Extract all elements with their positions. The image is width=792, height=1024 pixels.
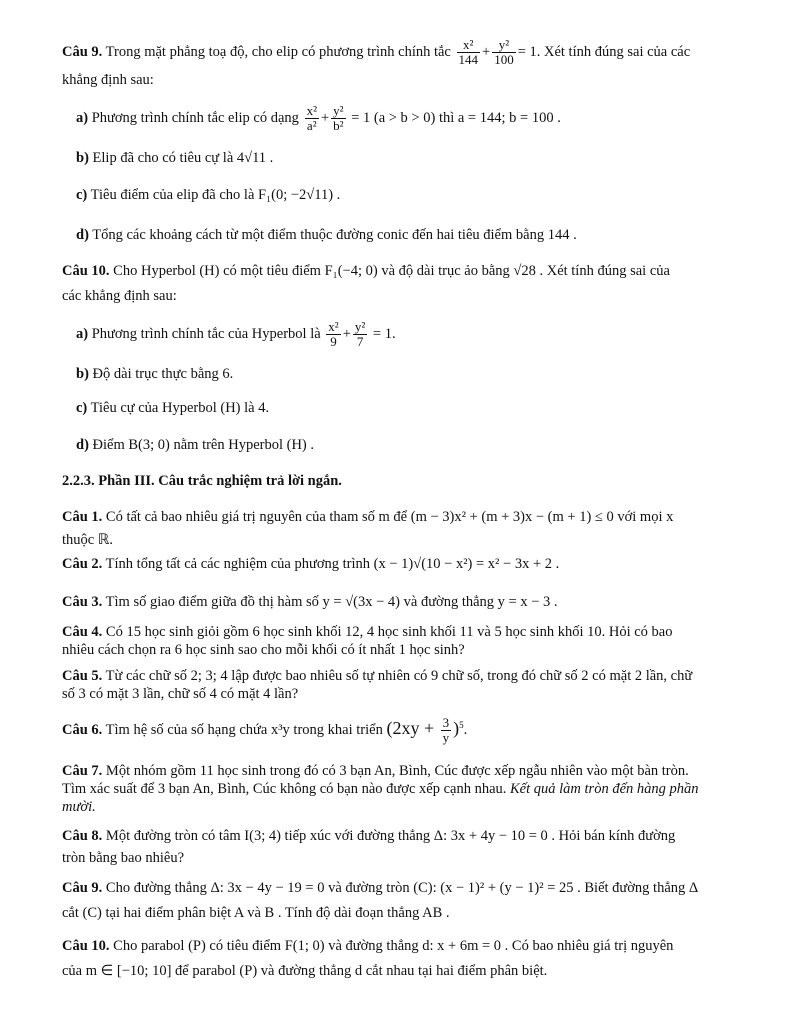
question-9-ellipse [62,38,690,67]
question-10 [62,937,673,955]
question-label: Câu 2. [62,556,103,572]
statement-text: Elip đã cho có tiêu cự là 4√11 . [88,150,274,166]
numerator: x² [328,319,339,334]
statement-c [76,399,269,417]
question-note: mười. [62,799,96,815]
question-4 [62,623,672,641]
question-note: Kết quả làm tròn đến hàng phần [510,781,699,797]
denominator: 9 [330,334,337,349]
statement-text: Tiêu điểm của elip đã cho là F₁(0; −2√11) . [87,187,341,203]
statement-text: Độ dài trục thực bằng 6. [88,366,234,382]
statement-label: b) [76,366,89,382]
question-text: Tìm số giao điểm giữa đồ thị hàm số y = √(3x − 4) và đường thẳng y = x − 3 . [102,594,558,610]
numerator: x² [306,103,317,118]
question-label: Câu 9. [62,43,103,60]
question-text: Tính tổng tất cả các nghiệm của phương trình (x − 1)√(10 − x²) = x² − 3x + 2 . [102,556,560,572]
fraction [331,104,345,133]
question-text: Tìm hệ số của số hạng chứa x³y trong khai triển [102,721,387,738]
statement-text: Phương trình chính tắc elip có dạng [88,109,303,126]
question-text-line: của m ∈ [−10; 10] để parabol (P) và đường thẳng d cắt nhau tại hai điểm phân biệt. [62,963,548,979]
fraction [457,38,481,67]
question-8 [62,827,675,845]
numerator: y² [492,38,516,53]
statement-d [76,226,577,244]
denominator: 100 [494,52,514,67]
operator: + [482,43,491,60]
punctuation: . [463,721,468,738]
statement-label: d) [76,227,89,243]
statement-a [76,104,561,133]
question-label: Câu 7. [62,763,103,779]
question-2 [62,555,559,573]
question-text: Cho Hyperbol (H) có một tiêu điểm F₁(−4; 0) và độ dài trục ảo bằng √28 . Xét tính đúng sai của [109,263,670,279]
numerator: 3 [442,715,450,730]
question-label: Câu 10. [62,263,110,279]
question-10-hyperbola [62,262,670,280]
question-9 [62,879,698,897]
statement-label: b) [76,150,89,166]
question-text: Một đường tròn có tâm I(3; 4) tiếp xúc với đường thẳng Δ: 3x + 4y − 10 = 0 . Hỏi bán kính đường [102,828,676,844]
operator: + [342,325,351,342]
numerator: y² [354,319,366,334]
denominator: 144 [458,52,478,67]
question-label: Câu 1. [62,509,103,525]
exponent: 5 [459,720,464,730]
question-text: Một nhóm gồm 11 học sinh trong đó có 3 bạn An, Bình, Cúc được xếp ngẫu nhiên vào một bàn tròn. [102,763,689,779]
statement-text: = 1 (a > b > 0) thì a = 144; b = 100 . [347,109,561,126]
denominator: 7 [356,334,364,349]
section-heading-text: 2.2.3. Phần III. Câu trắc nghiệm trả lời ngắn. [62,473,342,489]
statement-b [76,365,233,383]
statement-label: c) [76,400,88,416]
question-label: Câu 5. [62,668,103,684]
question-text: Trong mặt phẳng toạ độ, cho elip có phương trình chính tắc [102,43,455,60]
question-text-line: nhiêu cách chọn ra 6 học sinh sao cho mỗi khối có ít nhất 1 học sinh? [62,642,465,658]
question-5 [62,667,692,685]
question-1 [62,508,673,526]
numerator: x² [457,38,481,53]
question-text: Cho parabol (P) có tiêu điểm F(1; 0) và đường thẳng d: x + 6m = 0 . Có bao nhiêu giá trị nguyên [109,938,674,954]
question-text: Cho đường thẳng Δ: 3x − 4y − 19 = 0 và đường tròn (C): (x − 1)² + (y − 1)² = 25 . Biết đường thẳng Δ [102,880,699,896]
question-text: Tìm xác suất để 3 bạn An, Bình, Cúc không có bạn nào được xếp cạnh nhau. [62,781,511,797]
statement-text: = 1. [369,325,396,342]
question-text-line: thuộc ℝ. [62,532,113,548]
equation-rhs: = 1 [517,43,537,60]
statement-a [76,320,396,349]
statement-label: a) [76,325,89,342]
question-text-line: các khẳng định sau: [62,288,177,304]
fraction [326,320,340,349]
question-6 [62,716,467,745]
question-text-line [62,780,699,798]
question-text-line: cắt (C) tại hai điểm phân biệt A và B . Tính độ dài đoạn thẳng AB . [62,905,450,921]
fraction [353,320,367,349]
question-label: Câu 4. [62,624,103,640]
fraction [492,38,516,67]
statement-c [76,186,340,204]
question-label: Câu 3. [62,594,103,610]
denominator: y [442,730,450,745]
question-text: Có tất cả bao nhiêu giá trị nguyên của tham số m để (m − 3)x² + (m + 3)x − (m + 1) ≤ 0 với mọi x [102,509,674,525]
question-text: Từ các chữ số 2; 3; 4 lập được bao nhiêu số tự nhiên có 9 chữ số, trong đó chữ số 2 có mặt 2 lần, chữ [102,668,693,684]
question-text-line: số 3 có mặt 3 lần, chữ số 4 có mặt 4 lần? [62,686,299,702]
question-label: Câu 6. [62,721,103,738]
numerator: y² [333,103,344,118]
question-text-line [62,798,96,816]
question-label: Câu 8. [62,828,103,844]
question-text-line: khẳng định sau: [62,72,154,88]
statement-d [76,436,314,454]
statement-b [76,149,273,167]
question-label: Câu 9. [62,880,103,896]
statement-label: a) [76,109,89,126]
expression: (2xy + [386,717,439,738]
statement-label: d) [76,437,89,453]
statement-text: Phương trình chính tắc của Hyperbol là [88,325,325,342]
statement-label: c) [76,187,88,203]
statement-text: Tiêu cự của Hyperbol (H) là 4. [87,400,270,416]
statement-text: Tổng các khoảng cách từ một điểm thuộc đường conic đến hai tiêu điểm bằng 144 . [88,227,577,243]
statement-text: Điểm B(3; 0) nằm trên Hyperbol (H) . [88,437,315,453]
expression: ) [453,717,460,738]
denominator: a² [306,118,317,133]
question-3 [62,593,558,611]
section-heading [62,472,342,490]
question-text: Có 15 học sinh giỏi gồm 6 học sinh khối 12, 4 học sinh khối 11 và 5 học sinh khối 10. Hỏi có bao [102,624,673,640]
operator: + [320,109,330,126]
fraction [305,104,319,133]
question-7 [62,762,689,780]
question-label: Câu 10. [62,938,110,954]
fraction [441,716,452,745]
question-text-line: tròn bằng bao nhiêu? [62,850,185,866]
denominator: b² [333,118,344,133]
question-text: . Xét tính đúng sai của các [536,43,691,60]
